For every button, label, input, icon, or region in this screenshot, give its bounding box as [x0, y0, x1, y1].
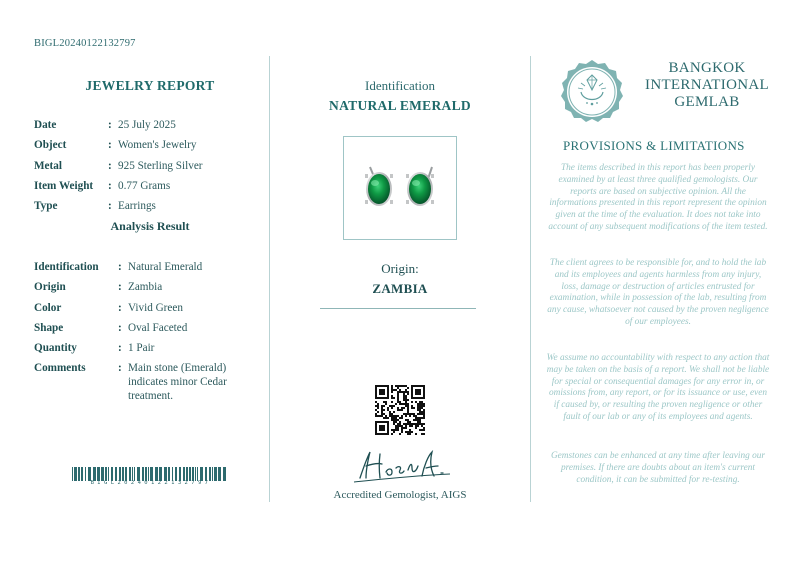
detail-value: Women's Jewelry	[118, 139, 197, 152]
right-earring-icon	[406, 167, 434, 206]
lab-name-line2: INTERNATIONAL	[645, 77, 769, 93]
identification-label: Identification	[364, 78, 436, 93]
provisions-paragraph: The client agrees to be responsible for, and to hold the lab and its employees and agents harmless from any injury, loss, damage or destruction of articles entrusted for examination, while in possession of the lab, resulting from any cause, whatsoever not caused by the proven negligence of our employees.	[547, 258, 769, 327]
analysis-row-origin: Origin : Zambia	[34, 280, 266, 294]
detail-row-object: Object : Women's Jewelry	[34, 138, 266, 152]
analysis-row-quantity: Quantity : 1 Pair	[34, 341, 266, 355]
qr-code-icon	[375, 385, 425, 435]
report-id: BIGL20240122132797	[34, 38, 136, 49]
analysis-label: Quantity	[34, 342, 77, 355]
item-details	[34, 118, 266, 219]
detail-value: 0.77 Grams	[118, 179, 171, 192]
lab-name-line3: GEMLAB	[674, 94, 740, 110]
analysis-value: 1 Pair	[128, 342, 155, 355]
detail-row-type: Type : Earrings	[34, 199, 266, 213]
identification-value: NATURAL EMERALD	[329, 98, 471, 113]
column-divider-right	[530, 56, 531, 502]
gemlab-seal-logo	[557, 58, 627, 124]
analysis-label: Identification	[34, 261, 99, 273]
barcode-icon	[72, 467, 230, 481]
analysis-row-shape: Shape : Oval Faceted	[34, 321, 266, 335]
detail-row-date: Date : 25 July 2025	[34, 118, 266, 132]
column-divider-left	[269, 56, 270, 502]
provisions-paragraph: We assume no accountability with respect to any action that may be taken on the basis of a report. We shall not be liable for special or consequential damages for any error in, or omissions from, any report, or for its issuance or use, even if caused by, or resulting the proven negligence or other fault of our lab or any of its employees and agents.	[546, 353, 770, 422]
origin-underline	[320, 308, 476, 309]
jewelry-report-title: JEWELRY REPORT	[85, 78, 215, 93]
analysis-value: Vivid Green	[128, 301, 183, 314]
origin-label: Origin:	[381, 261, 419, 276]
detail-label: Date	[34, 119, 57, 131]
analysis-label: Comments	[34, 362, 86, 375]
detail-label: Type	[34, 200, 58, 213]
detail-row-metal: Metal : 925 Sterling Silver	[34, 159, 266, 173]
analysis-value: Oval Faceted	[128, 321, 188, 334]
provisions-paragraph: Gemstones can be enhanced at any time after leaving our premises. If there are doubts about an item's current condition, it can be submitted for re-testing.	[550, 451, 766, 485]
analysis-row-color: Color : Vivid Green	[34, 301, 266, 315]
analysis-label: Color	[34, 301, 62, 314]
analysis-row-comments: Comments : Main stone (Emerald) indicates minor Cedar treatment.	[34, 361, 266, 403]
provisions-title: PROVISIONS & LIMITATIONS	[563, 138, 745, 153]
analysis-label: Shape	[34, 321, 64, 334]
analysis-value: Natural Emerald	[128, 261, 203, 273]
detail-value: 925 Sterling Silver	[118, 159, 203, 172]
detail-value: 25 July 2025	[118, 119, 176, 131]
lab-name	[634, 60, 780, 111]
emerald-earrings-photo	[343, 136, 457, 240]
detail-label: Metal	[34, 159, 62, 172]
signature-icon	[346, 446, 458, 488]
analysis-value: Main stone (Emerald) indicates minor Cedar treatment.	[128, 362, 227, 403]
lab-name-line1: BANGKOK	[668, 60, 746, 76]
detail-row-weight: Item Weight : 0.77 Grams	[34, 179, 266, 193]
detail-label: Item Weight	[34, 179, 94, 192]
provisions-paragraph: The items described in this report has been properly examined by at least three qualified gemologists. Our reports are based on subjective opinion. All the informations presented in this report represent the opinion given at the time of the evaluation. It does not take into account of any subsequent modifications of the item tested.	[548, 163, 768, 232]
origin-value: ZAMBIA	[372, 281, 428, 296]
analysis-value: Zambia	[128, 281, 163, 294]
analysis-label: Origin	[34, 281, 66, 294]
barcode-number: BIGL20240122132797	[90, 480, 212, 486]
detail-value: Earrings	[118, 200, 156, 213]
analysis-result-title: Analysis Result	[110, 219, 190, 233]
detail-label: Object	[34, 139, 67, 152]
analysis-details	[34, 260, 266, 410]
analysis-row-identification: Identification : Natural Emerald	[34, 260, 266, 274]
gemologist-title: Accredited Gemologist, AIGS	[333, 489, 467, 501]
left-earring-icon	[365, 167, 393, 206]
